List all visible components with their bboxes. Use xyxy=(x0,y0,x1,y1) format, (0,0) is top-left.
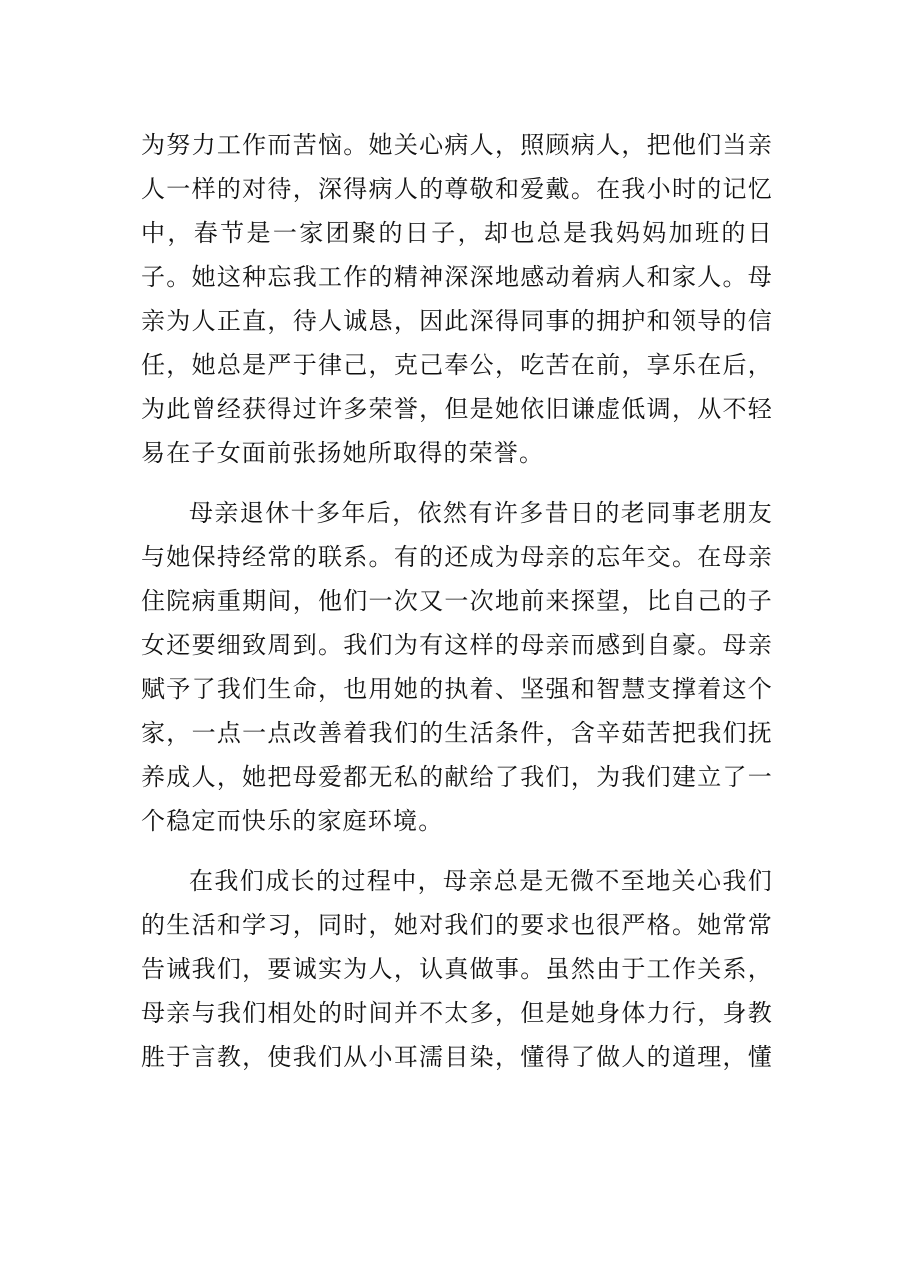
text-line: 任，她总是严于律己，克己奉公，吃苦在前，享乐在后， xyxy=(141,351,773,379)
text-line: 中，春节是一家团聚的日子，却也总是我妈妈加班的日 xyxy=(141,219,773,247)
text-line: 个稳定而快乐的家庭环境。 xyxy=(141,807,444,835)
text-line: 人一样的对待，深得病人的尊敬和爱戴。在我小时的记忆 xyxy=(141,175,773,203)
text-line: 为努力工作而苦恼。她关心病人，照顾病人，把他们当亲 xyxy=(141,131,773,159)
text-line: 住院病重期间，他们一次又一次地前来探望，比自己的子 xyxy=(141,587,773,615)
body-text xyxy=(141,123,773,1079)
text-line: 为此曾经获得过许多荣誉，但是她依旧谦虚低调，从不轻 xyxy=(141,395,773,423)
text-line: 子。她这种忘我工作的精神深深地感动着病人和家人。母 xyxy=(141,263,773,291)
text-line: 在我们成长的过程中，母亲总是无微不至地关心我们 xyxy=(189,867,773,895)
text-line: 赋予了我们生命，也用她的执着、坚强和智慧支撑着这个 xyxy=(141,675,773,703)
text-line: 与她保持经常的联系。有的还成为母亲的忘年交。在母亲 xyxy=(141,543,773,571)
text-line: 母亲与我们相处的时间并不太多，但是她身体力行，身教 xyxy=(141,999,773,1027)
paragraph-upbringing xyxy=(141,859,773,1079)
text-line: 母亲退休十多年后，依然有许多昔日的老同事老朋友 xyxy=(189,499,773,527)
text-line: 女还要细致周到。我们为有这样的母亲而感到自豪。母亲 xyxy=(141,631,773,659)
paragraph-gap xyxy=(141,843,773,859)
paragraph-continued xyxy=(141,123,773,475)
text-line: 胜于言教，使我们从小耳濡目染，懂得了做人的道理，懂 xyxy=(141,1043,773,1071)
text-line: 亲为人正直，待人诚恳，因此深得同事的拥护和领导的信 xyxy=(141,307,773,335)
text-line: 家，一点一点改善着我们的生活条件，含辛茹苦把我们抚 xyxy=(141,719,773,747)
paragraph-gap xyxy=(141,475,773,491)
paragraph-retirement xyxy=(141,491,773,843)
text-line: 告诫我们，要诚实为人，认真做事。虽然由于工作关系， xyxy=(141,955,773,983)
text-line: 养成人，她把母爱都无私的献给了我们，为我们建立了一 xyxy=(141,763,773,791)
text-line: 易在子女面前张扬她所取得的荣誉。 xyxy=(141,439,545,467)
text-line: 的生活和学习，同时，她对我们的要求也很严格。她常常 xyxy=(141,911,773,939)
